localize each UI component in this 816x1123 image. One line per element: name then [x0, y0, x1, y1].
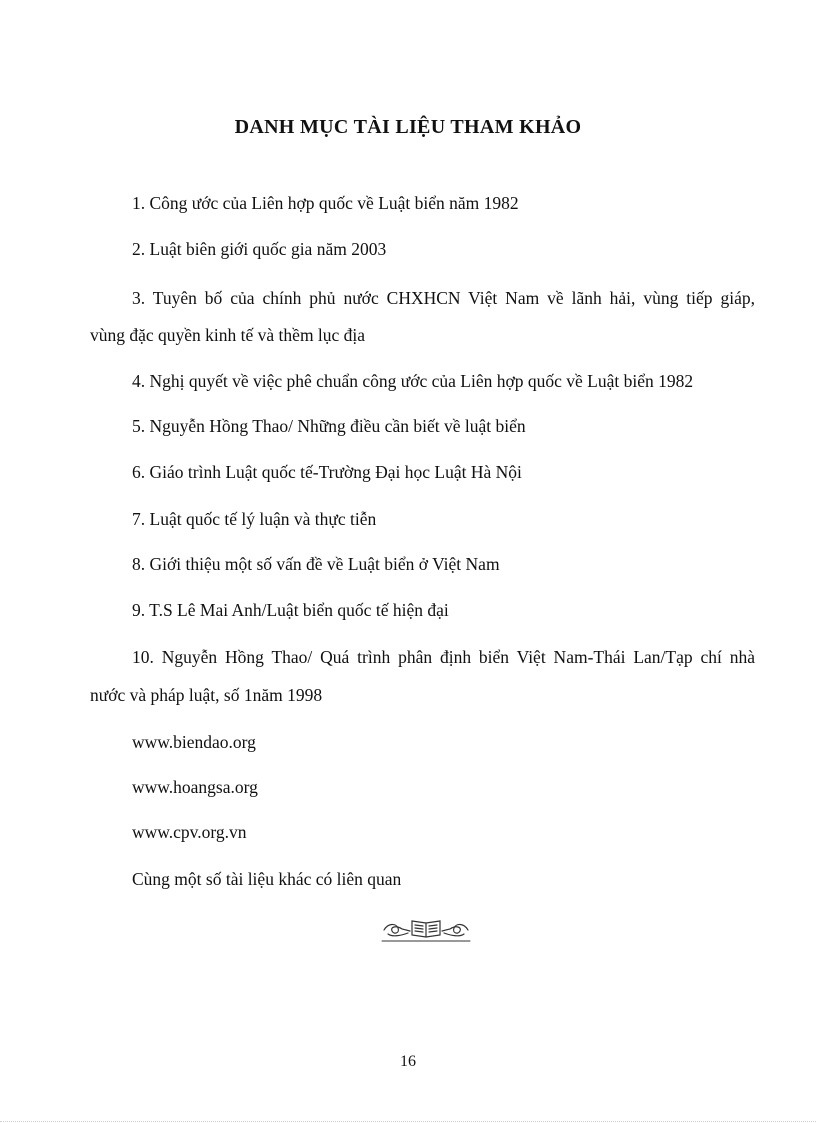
book-ornament-icon: [380, 913, 472, 943]
reference-item-8: 8. Giới thiệu một số vấn đề về Luật biển ở Việt Nam: [132, 554, 500, 574]
website-biendao: www.biendao.org: [132, 732, 256, 752]
website-cpv: www.cpv.org.vn: [132, 822, 247, 842]
reference-item-10-line-2: nước và pháp luật, số 1năm 1998: [90, 685, 323, 705]
reference-item-6: 6. Giáo trình Luật quốc tế-Trường Đại học Luật Hà Nội: [132, 462, 522, 482]
reference-item-7: 7. Luật quốc tế lý luận và thực tiễn: [132, 509, 377, 529]
reference-item-5: 5. Nguyễn Hồng Thao/ Những điều cần biết về luật biển: [132, 416, 526, 436]
page-bottom-divider: [0, 1121, 816, 1122]
reference-item-3-line-2: vùng đặc quyền kinh tế và thềm lục địa: [90, 325, 366, 345]
closing-note: Cùng một số tài liệu khác có liên quan: [132, 869, 402, 889]
reference-item-4: 4. Nghị quyết về việc phê chuẩn công ước của Liên hợp quốc về Luật biển 1982: [132, 371, 694, 391]
page-number: 16: [400, 1053, 416, 1070]
reference-item-3-line-1: 3. Tuyên bố của chính phủ nước CHXHCN Việt Nam về lãnh hải, vùng tiếp giáp,: [132, 288, 755, 308]
website-hoangsa: www.hoangsa.org: [132, 777, 258, 797]
reference-item-9: 9. T.S Lê Mai Anh/Luật biển quốc tế hiện đại: [132, 600, 449, 620]
reference-item-1: 1. Công ước của Liên hợp quốc về Luật biển năm 1982: [132, 193, 519, 213]
page-title: DANH MỤC TÀI LIỆU THAM KHẢO: [234, 116, 582, 138]
reference-item-10-line-1: 10. Nguyễn Hồng Thao/ Quá trình phân định biển Việt Nam-Thái Lan/Tạp chí nhà: [132, 647, 755, 667]
reference-item-2: 2. Luật biên giới quốc gia năm 2003: [132, 239, 387, 259]
